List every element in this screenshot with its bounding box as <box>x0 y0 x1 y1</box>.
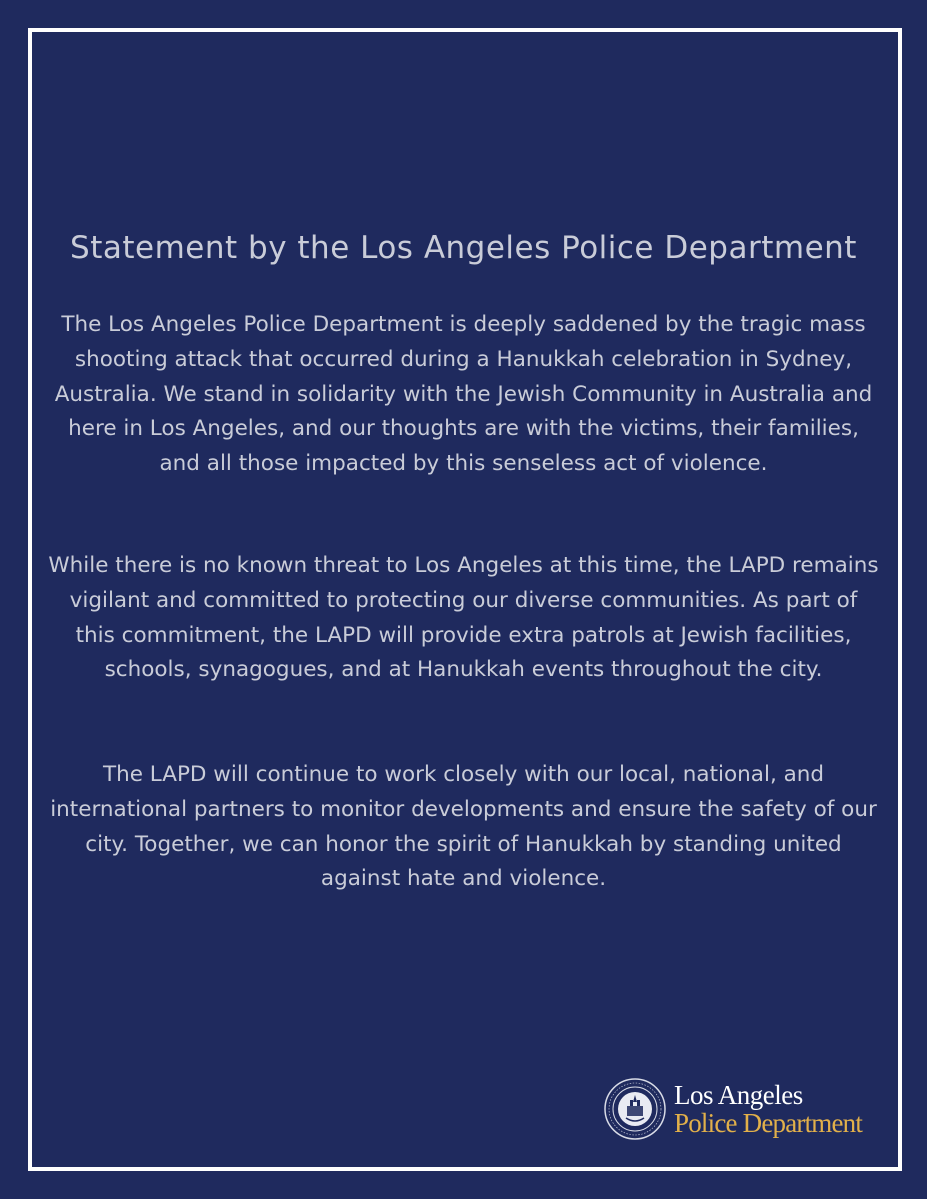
statement-paragraph-1: The Los Angeles Police Department is deeply saddened by the tragic mass shooting attack that occurred during a Hanukkah celebration in Sydney, Australia. We stand in solidarity with the Jewish Community in Australia and here in Los Angeles, and our thoughts are with the victims, their families, and all those impacted by this senseless act of violence. <box>54 312 873 477</box>
statement-paragraph-3: The LAPD will continue to work closely with our local, national, and international partners to monitor developments and ensure the safety of our city. Together, we can honor the spirit of Hanukkah by standing united against hate and violence. <box>50 762 877 892</box>
logo-line-los-angeles: Los Angeles <box>674 1080 803 1110</box>
logo-wordmark <box>674 1081 862 1137</box>
logo-line-police-department: Police Department <box>674 1108 863 1138</box>
lapd-logo <box>604 1078 862 1140</box>
lapd-seal-icon <box>604 1078 666 1140</box>
statement-paragraph-2: While there is no known threat to Los Angeles at this time, the LAPD remains vigilant and committed to protecting our diverse communities. As part of this commitment, the LAPD will provide extra patrols at Jewish facilities, schools, synagogues, and at Hanukkah events throughout the city. <box>48 553 879 683</box>
statement-title: Statement by the Los Angeles Police Department <box>70 230 857 266</box>
